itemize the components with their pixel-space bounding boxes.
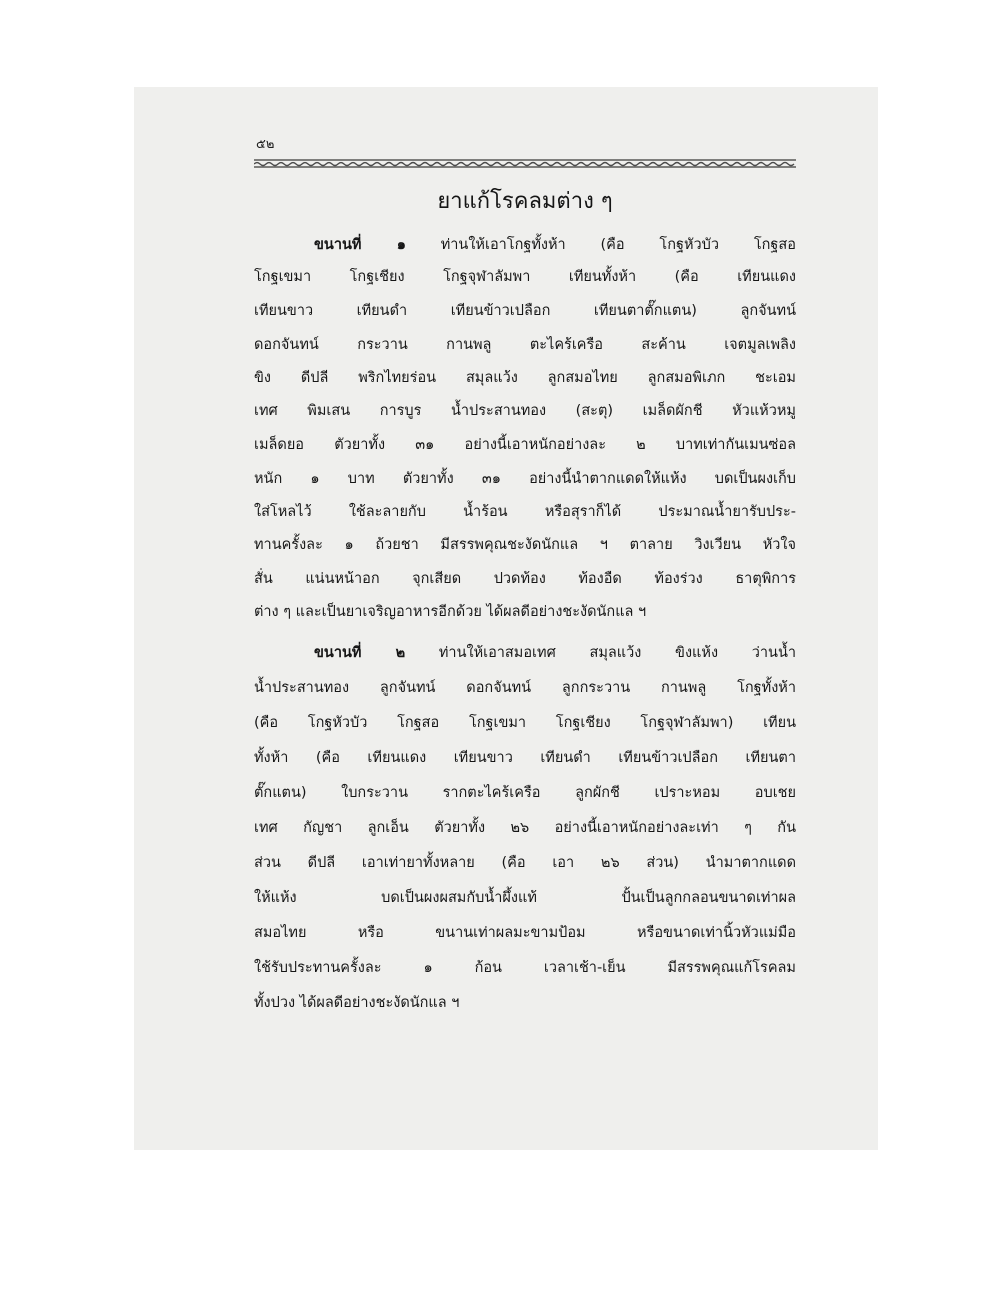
recipe2-line-10: ใช้รับประทานครั้งละ ๑ ก้อน เวลาเช้า-เย็น มีสรรพคุณแก้โรคลม	[254, 960, 796, 976]
recipe1-label: ขนานที่ ๑	[314, 237, 406, 253]
recipe1-line-9: ใส่โหลไว้ ใช้ละลายกับ น้ำร้อน หรือสุราก็ได้ ประมาณน้ำยารับประ-	[254, 504, 796, 520]
recipe2-line-11: ทั้งปวง ได้ผลดีอย่างชะงัดนักแล ฯ	[254, 995, 460, 1011]
recipe1-line-11: สั่น แน่นหน้าอก จุกเสียด ปวดท้อง ท้องอืด ท้องร่วง ธาตุพิการ	[254, 571, 796, 587]
page-title: ยาแก้โรคลมต่าง ๆ	[437, 189, 613, 214]
recipe2-text: ท่านให้เอาสมอเทศ สมุลแว้ง ขิงแห้ง ว่านน้ำ	[438, 645, 796, 661]
recipe1-line-1	[314, 233, 796, 256]
recipe1-line-2: โกฐเขมา โกฐเชียง โกฐจุฬาลัมพา เทียนทั้งห้า (คือ เทียนแดง	[254, 269, 796, 285]
recipe1-line-8: หนัก ๑ บาท ตัวยาทั้ง ๓๑ อย่างนี้นำตากแดดให้แห้ง บดเป็นผงเก็บ	[254, 471, 796, 487]
recipe1-line-6: เทศ พิมเสน การบูร น้ำประสานทอง (สะตุ) เมล็ดผักชี หัวแห้วหมู	[254, 403, 796, 419]
recipe2-line-5: ตั๊กแตน) ใบกระวาน รากตะไคร้เครือ ลูกผักชี เปราะหอม อบเชย	[254, 785, 796, 801]
recipe1-line-7: เมล็ดยอ ตัวยาทั้ง ๓๑ อย่างนี้เอาหนักอย่างละ ๒ บาทเท่ากันเมนซ่อล	[254, 437, 796, 453]
recipe2-line-1	[314, 641, 796, 664]
recipe2-line-2: น้ำประสานทอง ลูกจันทน์ ดอกจันทน์ ลูกกระวาน กานพลู โกฐทั้งห้า	[254, 680, 796, 696]
recipe2-line-6: เทศ กัญชา ลูกเอ็น ตัวยาทั้ง ๒๖ อย่างนี้เอาหนักอย่างละเท่า ๆ กัน	[254, 820, 796, 836]
recipe2-line-7: ส่วน ดีปลี เอาเท่ายาทั้งหลาย (คือ เอา ๒๖ ส่วน) นำมาตากแดด	[254, 855, 796, 871]
recipe2-line-4: ทั้งห้า (คือ เทียนแดง เทียนขาว เทียนดำ เทียนข้าวเปลือก เทียนตา	[254, 750, 796, 766]
page-number: ๕๒	[256, 137, 275, 152]
recipe2-line-9: สมอไทย หรือ ขนานเท่าผลมะขามป้อม หรือขนาดเท่านิ้วหัวแม่มือ	[254, 925, 796, 941]
recipe1-line-3: เทียนขาว เทียนดำ เทียนข้าวเปลือก เทียนตาตั๊กแตน) ลูกจันทน์	[254, 303, 796, 319]
recipe1-line-10: ทานครั้งละ ๑ ถ้วยชา มีสรรพคุณชะงัดนักแล ฯ ตาลาย วิงเวียน หัวใจ	[254, 537, 796, 553]
decorative-rule	[254, 158, 796, 168]
recipe1-line-5: ขิง ดีปลี พริกไทยร่อน สมุลแว้ง ลูกสมอไทย ลูกสมอพิเภก ชะเอม	[254, 370, 796, 386]
rule-wave	[254, 163, 794, 166]
recipe1-text: ท่านให้เอาโกฐทั้งห้า (คือ โกฐหัวบัว โกฐสอ	[440, 237, 796, 253]
recipe2-line-3: (คือ โกฐหัวบัว โกฐสอ โกฐเขมา โกฐเชียง โกฐจุฬาลัมพา) เทียน	[254, 715, 796, 731]
recipe1-line-4: ดอกจันทน์ กระวาน กานพลู ตะไคร้เครือ สะค้าน เจตมูลเพลิง	[254, 337, 796, 353]
recipe1-line-12: ต่าง ๆ และเป็นยาเจริญอาหารอีกด้วย ได้ผลดีอย่างชะงัดนักแล ฯ	[254, 604, 647, 620]
recipe2-label: ขนานที่ ๒	[314, 645, 406, 661]
recipe2-line-8: ให้แห้ง บดเป็นผงผสมกับน้ำผึ้งแท้ ปั้นเป็นลูกกลอนขนาดเท่าผล	[254, 890, 796, 906]
